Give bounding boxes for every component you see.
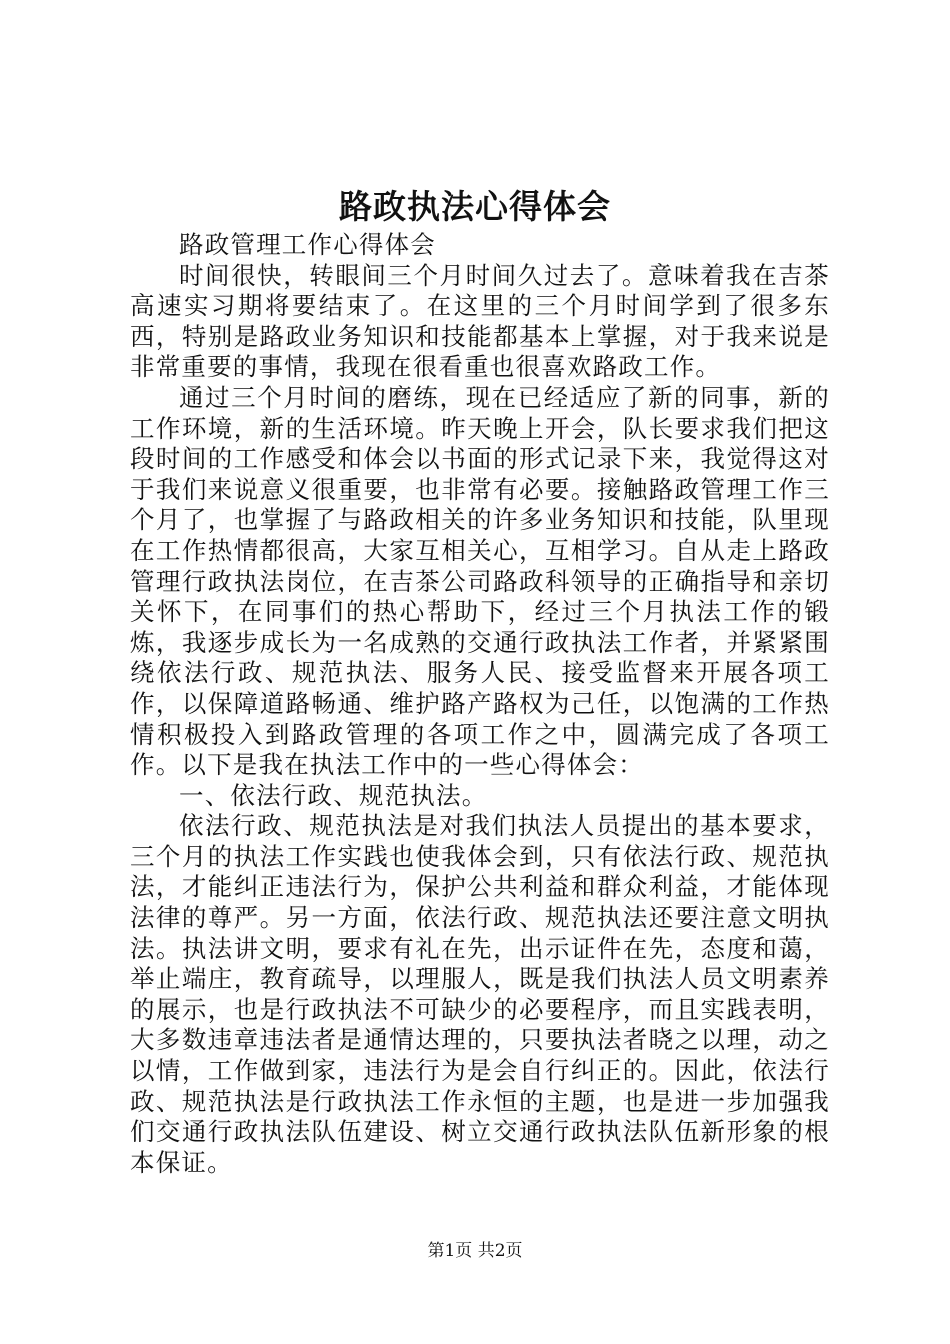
document-body [130,230,830,1178]
paragraph: 依法行政、规范执法是对我们执法人员提出的基本要求，三个月的执法工作实践也使我体会到，只有依法行政、规范执法，才能纠正违法行为，保护公共利益和群众利益，才能体现法律的尊严。另一方面，依法行政、规范执法还要注意文明执法。执法讲文明，要求有礼在先，出示证件在先，态度和蔼，举止端庄，教育疏导，以理服人，既是我们执法人员文明素养的展示，也是行政执法不可缺少的必要程序，而且实践表明，大多数违章违法者是通情达理的，只要执法者晓之以理，动之以情，工作做到家，违法行为是会自行纠正的。因此，依法行政、规范执法是行政执法工作永恒的主题，也是进一步加强我们交通行政执法队伍建设、树立交通行政执法队伍新形象的根本保证。 [130,811,830,1177]
page-footer: 第1页 共2页 [427,1241,523,1261]
document-title: 路政执法心得体会 [339,187,611,226]
paragraph-subtitle: 路政管理工作心得体会 [179,230,436,259]
paragraph: 时间很快，转眼间三个月时间久过去了。意味着我在吉茶高速实习期将要结束了。在这里的三个月时间学到了很多东西，特别是路政业务知识和技能都基本上掌握，对于我来说是非常重要的事情，我现在很看重也很喜欢路政工作。 [130,260,830,382]
section-heading: 一、依法行政、规范执法。 [179,780,488,810]
paragraph: 通过三个月时间的磨练，现在已经适应了新的同事，新的工作环境，新的生活环境。昨天晚上开会，队长要求我们把这段时间的工作感受和体会以书面的形式记录下来，我觉得这对于我们来说意义很重要，也非常有必要。接触路政管理工作三个月了，也掌握了与路政相关的许多业务知识和技能，队里现在工作热情都很高，大家互相关心，互相学习。自从走上路政管理行政执法岗位，在吉茶公司路政科领导的正确指导和亲切关怀下，在同事们的热心帮助下，经过三个月执法工作的锻炼，我逐步成长为一名成熟的交通行政执法工作者，并紧紧围绕依法行政、规范执法、服务人民、接受监督来开展各项工作，以保障道路畅通、维护路产路权为己任，以饱满的工作热情积极投入到路政管理的各项工作之中，圆满完成了各项工作。以下是我在执法工作中的一些心得体会： [130,382,830,780]
